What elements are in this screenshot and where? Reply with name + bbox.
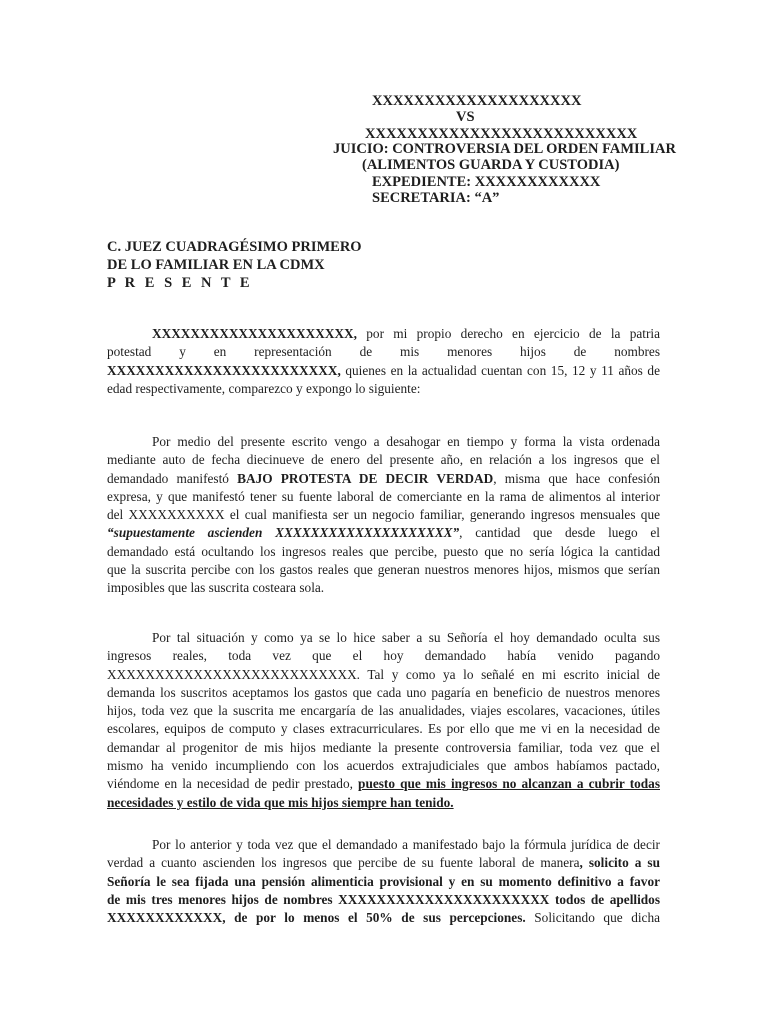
p3-line-4: demanda los suscritos aceptamos los gastos que cada uno pagaría en beneficio de nuestros menores	[107, 684, 660, 700]
expediente-line: EXPEDIENTE: XXXXXXXXXXXX	[372, 174, 601, 190]
children-names: XXXXXXXXXXXXXXXXXXXXXXXX,	[107, 362, 341, 378]
p4-line-2: verdad a cuanto ascienden los ingresos que percibe de su fuente laboral de manera, solicito a su	[107, 855, 660, 871]
addressee-line-3: P R E S E N T E	[107, 275, 253, 291]
addressee-line-2: DE LO FAMILIAR EN LA CDMX	[107, 257, 325, 273]
p1-line-2: potestad y en representación de mis menores hijos de nombres	[107, 344, 660, 360]
quoted-income: “supuestamente ascienden XXXXXXXXXXXXXXXXXXXX”	[107, 525, 460, 541]
p1-line-1: XXXXXXXXXXXXXXXXXXXXX, por mi propio derecho en ejercicio de la patria	[152, 326, 660, 341]
materia-line: (ALIMENTOS GUARDA Y CUSTODIA)	[362, 157, 620, 173]
p2-line-2: mediante auto de fecha diecinueve de enero del presente año, en relación a los ingresos que el	[107, 452, 660, 468]
p3-line-1: Por tal situación y como ya se lo hice saber a su Señoría el hoy demandado oculta sus	[152, 630, 660, 645]
p2-line-4: expresa, y que manifestó tener su fuente laboral de comerciante en la rama de alimentos al interior	[107, 488, 660, 504]
party1-line: XXXXXXXXXXXXXXXXXXXX	[372, 93, 582, 109]
paragraph-4	[107, 836, 660, 927]
p3-line-5: hijos, toda vez que la suscrita me encargaría de las anualidades, viajes escolares, vacaciones, útiles	[107, 703, 660, 719]
underlined-claim: puesto que mis ingresos no alcanzan a cubrir todas	[358, 776, 660, 792]
vs-line: VS	[456, 109, 475, 125]
petitioner-name: XXXXXXXXXXXXXXXXXXXXX,	[152, 326, 357, 341]
p2-line-3: demandado manifestó BAJO PROTESTA DE DECIR VERDAD, misma que hace confesión	[107, 470, 660, 486]
p1-line-3: XXXXXXXXXXXXXXXXXXXXXXXX, quienes en la actualidad cuentan con 15, 12 y 11 años de	[107, 362, 660, 378]
addressee-block	[107, 238, 362, 292]
p4-line-1: Por lo anterior y toda vez que el demandado a manifestado bajo la fórmula jurídica de decir	[152, 837, 660, 852]
p3-line-8: mismo ha venido incumpliendo con los acuerdos extrajudiciales que ambos habíamos pactado,	[107, 758, 660, 774]
p2-line-9: imposibles que las suscrita costeara sola.	[107, 580, 325, 596]
bajo-protesta-text: BAJO PROTESTA DE DECIR VERDAD	[237, 470, 494, 486]
paragraph-3	[107, 629, 660, 812]
p4-line-5: XXXXXXXXXXXX, de por lo menos el 50% de sus percepciones. Solicitando que dicha	[107, 910, 660, 926]
p3-line-9: viéndome en la necesidad de pedir prestado, puesto que mis ingresos no alcanzan a cubrir todas	[107, 776, 660, 792]
underlined-claim-end: necesidades y estilo de vida que mis hijos siempre han tenido.	[107, 794, 454, 810]
p3-line-2: ingresos reales, toda vez que el hoy demandado había venido pagando	[107, 648, 660, 664]
secretaria-line: SECRETARIA: “A”	[372, 190, 500, 206]
p2-line-7: demandado está ocultando los ingresos reales que percibe, puesto que no sería lógica la cantidad	[107, 543, 660, 559]
p3-line-10	[107, 794, 660, 812]
p2-line-1: Por medio del presente escrito vengo a desahogar en tiempo y forma la vista ordenada	[152, 434, 660, 449]
party2-line: XXXXXXXXXXXXXXXXXXXXXXXXXX	[365, 126, 638, 142]
p4-line-3: Señoría le sea fijada una pensión alimenticia provisional y en su momento definitivo a favor	[107, 873, 660, 889]
p1-line-4: edad respectivamente, comparezco y expongo lo siguiente:	[107, 380, 421, 396]
p2-line-8: que la suscrita percibe con los gastos reales que generan nuestros menores hijos, mismos que serían	[107, 562, 660, 578]
p2-line-6: “supuestamente ascienden XXXXXXXXXXXXXXXXXXXX”, cantidad que desde luego el	[107, 525, 660, 541]
addressee-line-1: C. JUEZ CUADRAGÉSIMO PRIMERO	[107, 239, 362, 255]
paragraph-1	[107, 325, 660, 398]
p3-line-6: escolares, equipos de computo y clases extracurriculares. Es por ello que me vi en la necesidad de	[107, 721, 660, 737]
p4-line-4: de mis tres menores hijos de nombres XXXXXXXXXXXXXXXXXXXXXX todos de apellidos	[107, 891, 660, 907]
juicio-line: JUICIO: CONTROVERSIA DEL ORDEN FAMILIAR	[333, 141, 676, 157]
paragraph-2	[107, 433, 660, 598]
p3-line-3: XXXXXXXXXXXXXXXXXXXXXXXXXX. Tal y como ya lo señalé en mi escrito inicial de	[107, 666, 660, 682]
p2-line-5: del XXXXXXXXXX el cual manifiesta ser un negocio familiar, generando ingresos mensuales que	[107, 507, 660, 523]
p3-line-7: demandar al progenitor de mis hijos mediante la presente controversia familiar, toda vez que el	[107, 739, 660, 755]
